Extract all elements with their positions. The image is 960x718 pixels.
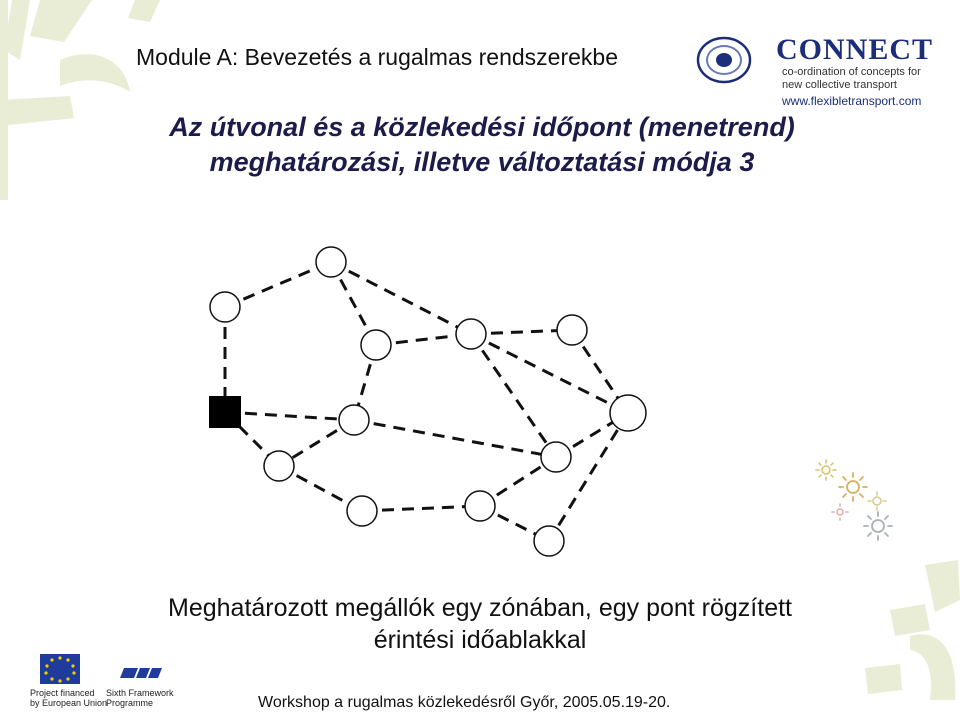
caption-line-1: Meghatározott megállók egy zónában, egy pont rögzített [168,594,792,622]
logo-url-link[interactable]: www.flexibletransport.com [782,94,922,108]
title-line-2: meghatározási, illetve változtatási módja 3 [209,147,755,177]
eu-text-line-1: Project financed [30,688,95,698]
fp-text-line-2: Programme [106,698,154,708]
title-line-1: Az útvonal és a közlekedési időpont (menetrend) [169,112,795,142]
framework-programme-text [106,688,174,708]
caption-line-2: érintési időablakkal [373,626,587,654]
logo-name: CONNECT [776,33,934,66]
module-title: Module A: Bevezetés a rugalmas rendszerekbe [136,44,618,70]
eu-text-line-2: by European Union [30,698,108,708]
footer-text: Workshop a rugalmas közlekedésről Győr, 2005.05.19-20. [258,694,671,711]
fp-text-line-1: Sixth Framework [106,688,174,698]
eu-funding-text [30,688,107,708]
logo-subtitle-2: new collective transport [782,79,897,91]
logo-subtitle-1: co-ordination of concepts for [782,66,921,78]
